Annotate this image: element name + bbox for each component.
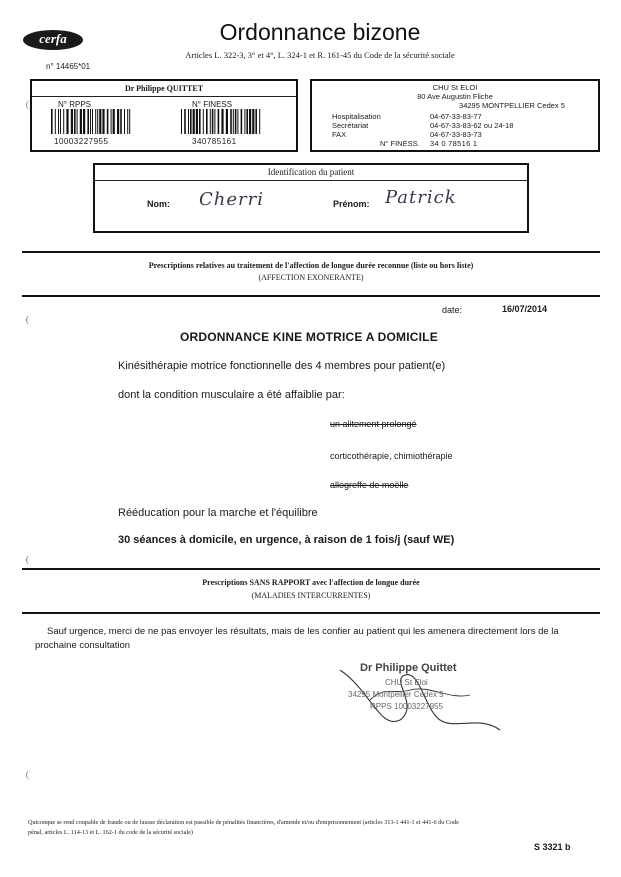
barcode-bar xyxy=(196,109,198,134)
barcode-bar xyxy=(51,109,53,134)
barcode-bar xyxy=(255,109,257,134)
hospital-row-value: 34 0 78516 1 xyxy=(430,139,478,148)
ald-subheading: (AFFECTION EXONERANTE) xyxy=(258,273,364,282)
barcode-bar xyxy=(241,109,243,134)
ald-heading: Prescriptions relatives au traitement de l'affection de longue durée reconnue (liste ou hors liste) xyxy=(148,261,474,270)
barcode-bar xyxy=(92,109,93,134)
barcode-bar xyxy=(214,109,215,134)
stamp-line: RPPS 10003227955 xyxy=(370,702,443,711)
nom-label: Nom: xyxy=(147,199,170,209)
finess-barcode xyxy=(180,109,262,134)
barcode-bar xyxy=(226,109,228,134)
punch-hole-mark xyxy=(26,315,34,325)
prescription-line-emphasis: 30 séances à domicile, en urgence, à raison de 1 fois/j (sauf WE) xyxy=(118,534,455,546)
barcode-bar xyxy=(95,109,96,134)
prescription-line: Kinésithérapie motrice fonctionnelle des 4 membres pour patient(e) xyxy=(118,360,446,372)
instructions-note: Sauf urgence, merci de ne pas envoyer les résultats, mais de les confier au patient qui les amenera directement lors de la prochaine consultation xyxy=(35,626,559,651)
barcode-bar xyxy=(111,109,112,134)
barcode-bar xyxy=(221,109,223,134)
barcode-bar xyxy=(107,109,109,134)
hospital-row-label: Hospitalisation xyxy=(332,112,381,121)
barcode-bar xyxy=(249,109,251,134)
prenom-label: Prénom: xyxy=(333,199,370,209)
patient-box xyxy=(93,163,529,233)
barcode-bar xyxy=(120,109,122,134)
barcode-bar xyxy=(97,109,98,134)
finess-number: 340785161 xyxy=(192,137,237,146)
barcode-bar xyxy=(55,109,56,134)
barcode-bar xyxy=(235,109,237,134)
barcode-bar xyxy=(63,109,64,134)
patient-heading: Identification du patient xyxy=(267,167,355,177)
form-code: S 3321 b xyxy=(534,842,571,852)
barcode-bar xyxy=(129,109,130,134)
prescription-line: Rééducation pour la marche et l'équilibre xyxy=(118,507,318,519)
rpps-number: 10003227955 xyxy=(54,137,109,146)
barcode-bar xyxy=(203,109,204,134)
barcode-bar xyxy=(199,109,201,134)
barcode-bar xyxy=(117,109,119,134)
punch-hole-mark xyxy=(26,770,34,780)
barcode-bar xyxy=(102,109,104,134)
hospital-street: 80 Ave Augustin Fliche xyxy=(417,92,493,101)
barcode-bar xyxy=(71,109,73,134)
barcode-bar xyxy=(218,109,220,134)
divider xyxy=(95,180,527,181)
stamp-line: CHU St Eloi xyxy=(385,678,428,687)
barcode-bar xyxy=(58,109,59,134)
hospital-row-label: FAX xyxy=(332,130,347,139)
date-label: date: xyxy=(442,305,463,315)
rpps-barcode xyxy=(50,109,132,134)
prescriber-box xyxy=(30,79,298,152)
cerfa-logo-text: cerfa xyxy=(39,31,67,46)
divider xyxy=(32,96,296,97)
barcode-bar xyxy=(233,109,234,134)
hospital-row-value: 04-67-33-83-73 xyxy=(430,130,482,139)
barcode-bar xyxy=(184,109,186,134)
barcode-bar xyxy=(127,109,128,134)
prescription-line: dont la condition musculaire a été affaiblie par: xyxy=(118,389,345,401)
barcode-bar xyxy=(193,109,195,134)
finess-label: N° FINESS xyxy=(192,100,233,109)
condition-item: corticothérapie, chimiothérapie xyxy=(330,451,453,461)
form-title: Ordonnance bizone xyxy=(219,19,421,45)
fraud-notice: Quiconque se rend coupable de fraude ou de fausse déclaration est passible de pénalités financières, d'amende et/ou d'emprisonnement (articles 313-1 441-1 et 441-6 du Code pénal, articles L. 114-13 et L. 162-1 du code de la sécurité sociale) xyxy=(28,819,459,836)
barcode-bar xyxy=(60,109,61,134)
barcode-bar xyxy=(252,109,254,134)
punch-hole-mark xyxy=(26,100,34,110)
barcode-bar xyxy=(80,109,82,134)
hospital-row-label: N° FINESS. xyxy=(380,139,420,148)
hospital-city: 34295 MONTPELLIER Cedex 5 xyxy=(459,101,565,110)
prescriber-name: Dr Philippe QUITTET xyxy=(124,84,204,93)
rpps-label: N° RPPS xyxy=(58,100,91,109)
nonald-subheading: (MALADIES INTERCURRENTES) xyxy=(251,591,371,600)
barcode-bar xyxy=(66,109,68,134)
barcode-bar xyxy=(124,109,125,134)
barcode-bar xyxy=(210,109,211,134)
barcode-bar xyxy=(90,109,91,134)
section-divider xyxy=(22,612,600,614)
stamp-name: Dr Philippe Quittet xyxy=(360,662,457,674)
barcode-bar xyxy=(74,109,76,134)
cerfa-logo xyxy=(22,29,84,51)
prenom-field[interactable]: Patrick xyxy=(385,187,457,208)
hospital-box xyxy=(310,79,600,152)
section-divider xyxy=(22,295,600,297)
stamp-line: 34295 Montpellier Cedex 5 xyxy=(348,690,444,699)
nonald-heading: Prescriptions SANS RAPPORT avec l'affection de longue durée xyxy=(202,578,420,587)
punch-hole-mark xyxy=(26,555,34,565)
barcode-bar xyxy=(259,109,260,134)
barcode-bar xyxy=(113,109,115,134)
form-number: n° 14465*01 xyxy=(46,62,91,71)
nom-field[interactable]: Cherri xyxy=(199,189,264,210)
barcode-bar xyxy=(244,109,245,134)
hospital-row-value: 04-67-33-83-62 ou 24-18 xyxy=(430,121,514,130)
hospital-name: CHU St ELOI xyxy=(432,83,478,92)
date-value: 16/07/2014 xyxy=(502,304,548,314)
barcode-bar xyxy=(83,109,85,134)
barcode-bar xyxy=(188,109,189,134)
condition-item-struck: allogreffe de moëlle xyxy=(330,480,409,490)
section-divider xyxy=(22,251,600,253)
hospital-row-value: 04-67-33-83-77 xyxy=(430,112,482,121)
barcode-bar xyxy=(237,109,238,134)
barcode-bar xyxy=(77,109,78,134)
legal-articles: Articles L. 322-3, 3° et 4°, L. 324-1 et R. 161-45 du Code de la sécurité sociale xyxy=(185,50,455,60)
barcode-bar xyxy=(99,109,101,134)
barcode-bar xyxy=(181,109,182,134)
section-divider xyxy=(22,568,600,570)
order-title: ORDONNANCE KINE MOTRICE A DOMICILE xyxy=(180,330,438,344)
hospital-row-label: Secrétariat xyxy=(332,121,369,130)
barcode-bar xyxy=(212,109,214,134)
barcode-bar xyxy=(246,109,248,134)
barcode-bar xyxy=(206,109,208,134)
barcode-bar xyxy=(230,109,232,134)
barcode-bar xyxy=(190,109,192,134)
condition-item-struck: un alitement prolongé xyxy=(330,419,417,429)
barcode-bar xyxy=(87,109,89,134)
